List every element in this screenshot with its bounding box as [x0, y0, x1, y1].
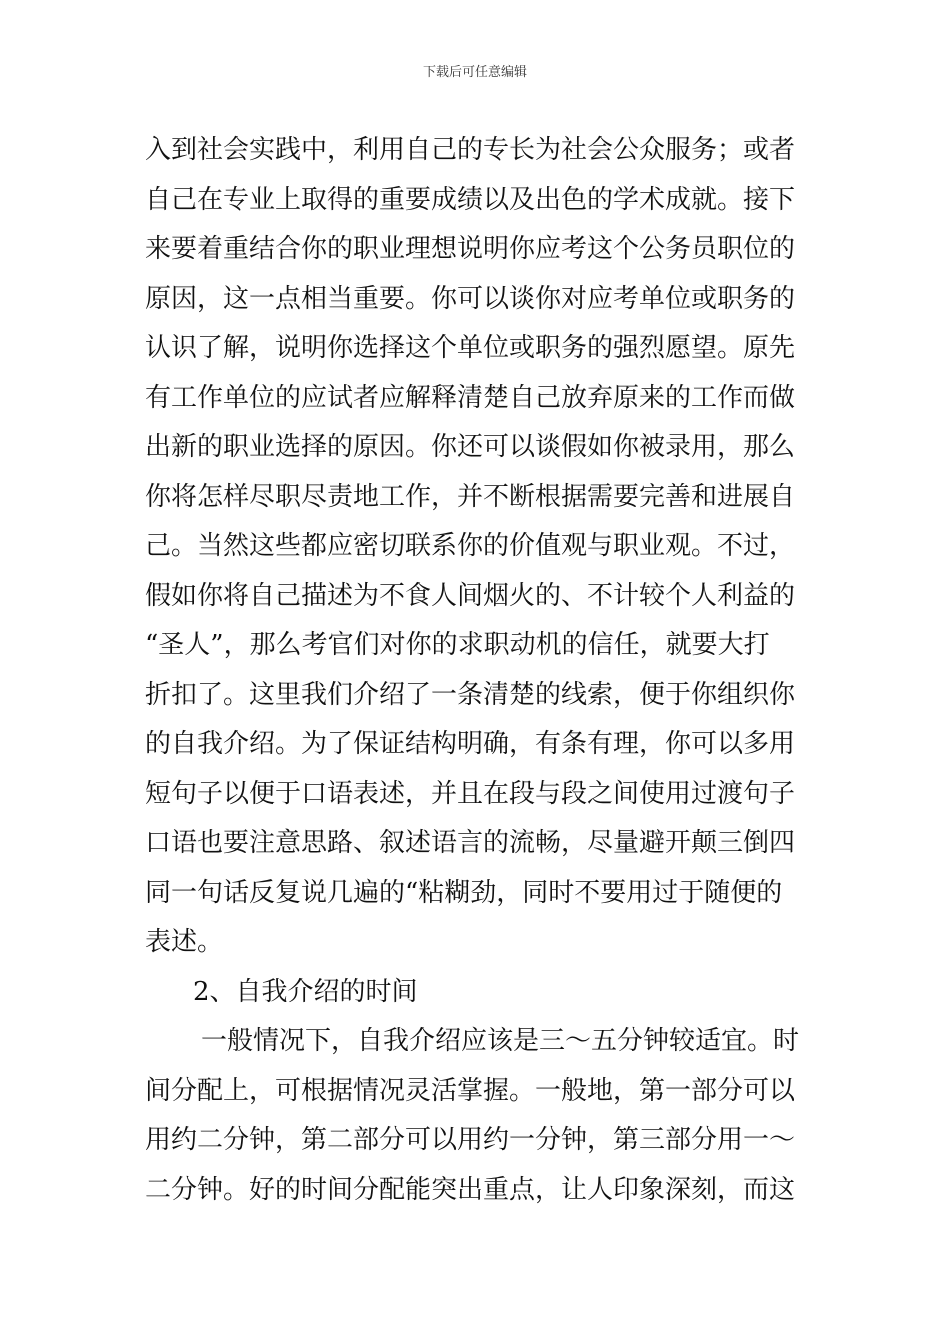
text-line: 出新的职业选择的原因。你还可以谈假如你被录用，那么: [145, 432, 796, 462]
text-line: 来要着重结合你的职业理想说明你应考这个公务员职位的: [145, 234, 796, 264]
text-line: 你将怎样尽职尽责地工作，并不断根据需要完善和进展自: [145, 481, 796, 512]
text-line: 表述。: [145, 927, 224, 957]
text-line: 有工作单位的应试者应解释清楚自己放弃原来的工作而做: [145, 382, 796, 413]
document-body: [145, 126, 810, 1215]
text-line: 二分钟。好的时间分配能突出重点，让人印象深刻，而这: [145, 1174, 796, 1205]
text-line: 原因，这一点相当重要。你可以谈你对应考单位或职务的: [145, 283, 796, 314]
text-line: 短句子以便于口语表述，并且在段与段之间使用过渡句子: [145, 778, 796, 809]
text-line: 一般情况下，自我介绍应该是三～五分钟较适宜。时: [201, 1026, 800, 1056]
text-line: 用约二分钟，第二部分可以用约一分钟，第三部分用一～: [145, 1125, 796, 1155]
text-line: 己。当然这些都应密切联系你的价值观与职业观。不过，: [145, 531, 796, 561]
text-line: 的自我介绍。为了保证结构明确，有条有理，你可以多用: [145, 729, 796, 759]
text-line: 认识了解，说明你选择这个单位或职务的强烈愿望。原先: [145, 333, 796, 363]
text-line: 折扣了。这里我们介绍了一条清楚的线索，便于你组织你: [145, 679, 796, 710]
text-line: 口语也要注意思路、叙述语言的流畅，尽量避开颠三倒四: [145, 828, 796, 858]
text-line: 自己在专业上取得的重要成绩以及出色的学术成就。接下: [145, 184, 796, 215]
section-heading: 2、自我介绍的时间: [193, 976, 418, 1007]
text-line: 同一句话反复说几遍的“粘糊劲，同时不要用过于随便的: [145, 877, 783, 908]
text-line: 入到社会实践中，利用自己的专长为社会公众服务；或者: [145, 135, 796, 165]
text-line: “圣人”，那么考官们对你的求职动机的信任，就要大打: [145, 630, 770, 660]
text-line: 假如你将自己描述为不食人间烟火的、不计较个人利益的: [145, 580, 796, 611]
page-header: 下载后可任意编辑: [422, 65, 527, 80]
text-line: 间分配上，可根据情况灵活掌握。一般地，第一部分可以: [145, 1075, 796, 1106]
